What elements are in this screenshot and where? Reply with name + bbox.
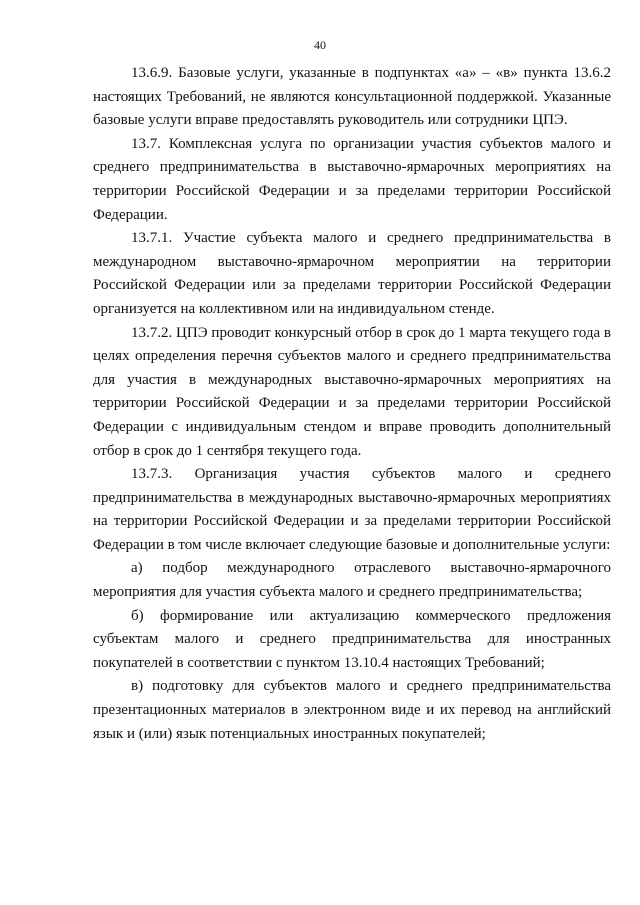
paragraph-13-7-2: 13.7.2. ЦПЭ проводит конкурсный отбор в срок до 1 марта текущего года в целях определения перечня субъектов малого и среднего предпринимательства для участия в международных выставочно-ярмарочных мероприятиях на территории Российской Федерации и за пределами территории Российской Федерации с индивидуальным стендом и вправе проводить дополнительный отбор в срок до 1 сентября текущего года.: [93, 324, 611, 459]
list-item-a: а) подбор международного отраслевого выставочно-ярмарочного мероприятия для участия субъекта малого и среднего предпринимательства;: [93, 560, 611, 601]
list-item-v: в) подготовку для субъектов малого и среднего предпринимательства презентационных материалов в электронном виде и их перевод на английский язык и (или) язык потенциальных иностранных покупателей;: [93, 678, 611, 742]
paragraph-13-7-1: 13.7.1. Участие субъекта малого и среднего предпринимательства в международном выставочно-ярмарочном мероприятии на территории Российской Федерации или за пределами территории Российской Федерации организуется на коллективном или на индивидуальном стенде.: [93, 230, 611, 317]
paragraph-13-7: 13.7. Комплексная услуга по организации участия субъектов малого и среднего предпринимательства в выставочно-ярмарочных мероприятиях на территории Российской Федерации и за пределами территории Российской Федерации.: [93, 135, 611, 223]
paragraph-13-6-9: 13.6.9. Базовые услуги, указанные в подпунктах «а» – «в» пункта 13.6.2 настоящих Требований, не являются консультационной поддержкой. Указанные базовые услуги вправе предоставлять руководитель или сотрудники ЦПЭ.: [93, 65, 611, 129]
list-item-b: б) формирование или актуализацию коммерческого предложения субъектам малого и среднего предпринимательства для иностранных покупателей в соответствии с пунктом 13.10.4 настоящих Требований;: [93, 607, 611, 671]
document-body: [93, 62, 611, 746]
page-number: 40: [314, 38, 326, 52]
paragraph-13-7-3: 13.7.3. Организация участия субъектов малого и среднего предпринимательства в международных выставочно-ярмарочных мероприятиях на территории Российской Федерации и за пределами территории Российской Федерации в том числе включает следующие базовые и дополнительные услуги:: [93, 466, 611, 553]
